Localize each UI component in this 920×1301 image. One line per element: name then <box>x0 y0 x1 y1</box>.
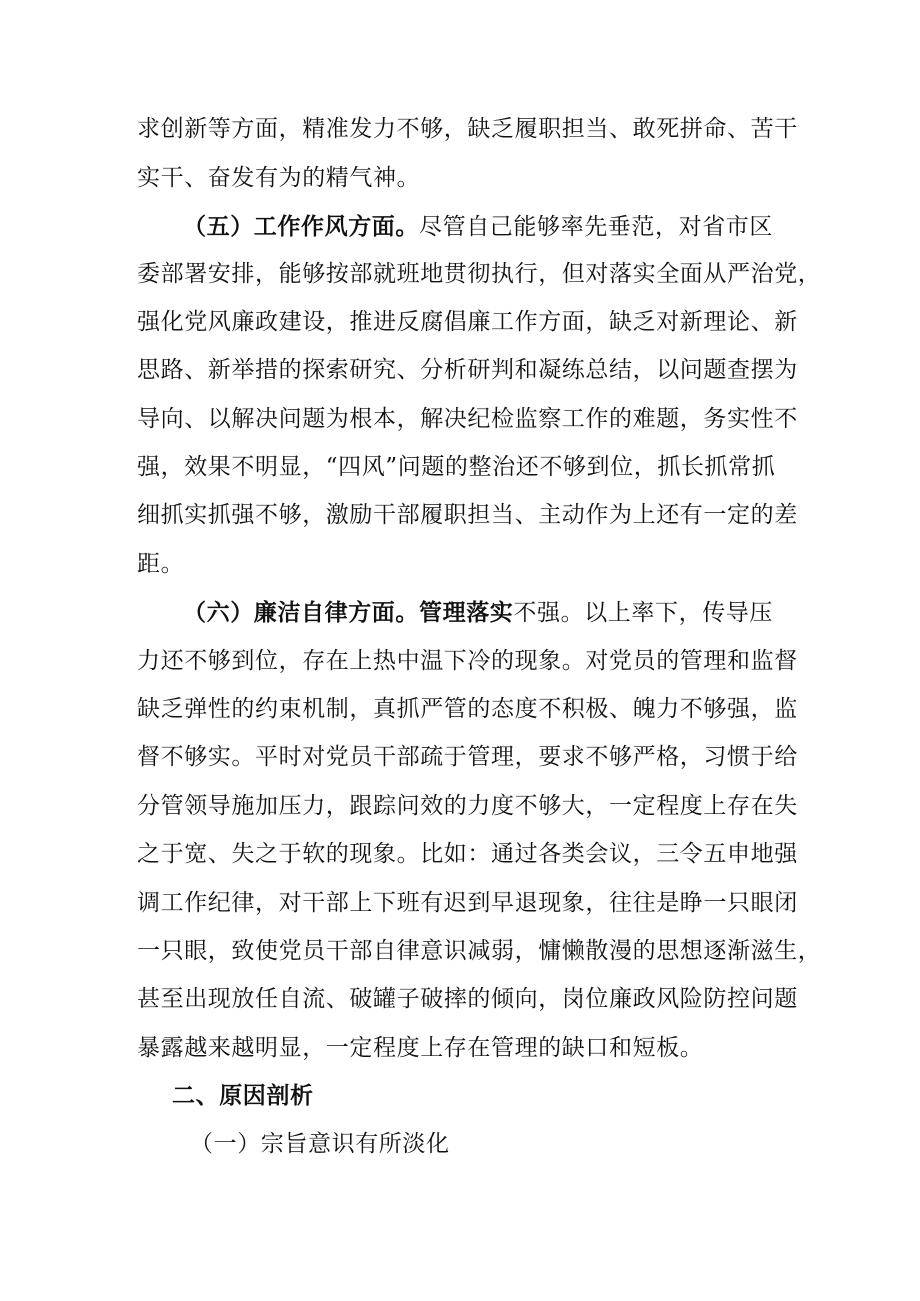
text-line: 调工作纪律，对干部上下班有迟到早退现象，往往是睁一只眼闭 <box>137 890 798 916</box>
paragraph-5-title: （五）工作作风方面。 <box>183 213 419 240</box>
subsection-heading: （一）宗旨意识有所淡化 <box>190 1131 450 1157</box>
text-line: 思路、新举措的探索研究、分析研判和凝练总结，以问题查摆为 <box>137 357 798 383</box>
text-line: 实干、奋发有为的精气神。 <box>137 165 421 191</box>
text-line: 强化党风廉政建设，推进反腐倡廉工作方面，缺乏对新理论、新 <box>137 309 798 335</box>
text-line: 力还不够到位，存在上热中温下冷的现象。对党员的管理和监督 <box>137 648 798 674</box>
paragraph-5-lead <box>183 212 773 242</box>
paragraph-6-lead <box>183 598 773 628</box>
text-line: 分管领导施加压力，跟踪问效的力度不够大，一定程度上存在失 <box>137 793 798 819</box>
text-line: 细抓实抓强不够，激励干部履职担当、主动作为上还有一定的差 <box>137 502 798 528</box>
text-line: 甚至出现放任自流、破罐子破摔的倾向，岗位廉政风险防控问题 <box>137 986 798 1012</box>
text-line: 强，效果不明显，“四风”问题的整治还不够到位，抓长抓常抓 <box>137 454 776 480</box>
text-line: 委部署安排，能够按部就班地贯彻执行，但对落实全面从严治党， <box>137 261 822 287</box>
text-line: 一只眼，致使党员干部自律意识减弱，慵懒散漫的思想逐渐滋生， <box>137 938 822 964</box>
text-line: 求创新等方面，精准发力不够，缺乏履职担当、敢死拼命、苦干 <box>137 116 798 142</box>
text-line: 缺乏弹性的约束机制，真抓严管的态度不积极、魄力不够强，监 <box>137 696 798 722</box>
paragraph-6-title: （六）廉洁自律方面。管理落实 <box>183 599 514 626</box>
text-line: 之于宽、失之于软的现象。比如：通过各类会议，三令五申地强 <box>137 841 798 867</box>
text-line: 督不够实。平时对党员干部疏于管理，要求不够严格，习惯于给 <box>137 744 798 770</box>
paragraph-5-text: 尽管自己能够率先垂范，对省市区 <box>419 214 773 240</box>
text-line: 距。 <box>137 551 185 577</box>
text-line: 导向、以解决问题为根本，解决纪检监察工作的难题，务实性不 <box>137 406 798 432</box>
paragraph-6-text: 不强。以上率下，传导压 <box>513 600 774 626</box>
text-line: 暴露越来越明显，一定程度上存在管理的缺口和短板。 <box>137 1035 704 1061</box>
section-heading: 二、原因剖析 <box>172 1082 314 1109</box>
